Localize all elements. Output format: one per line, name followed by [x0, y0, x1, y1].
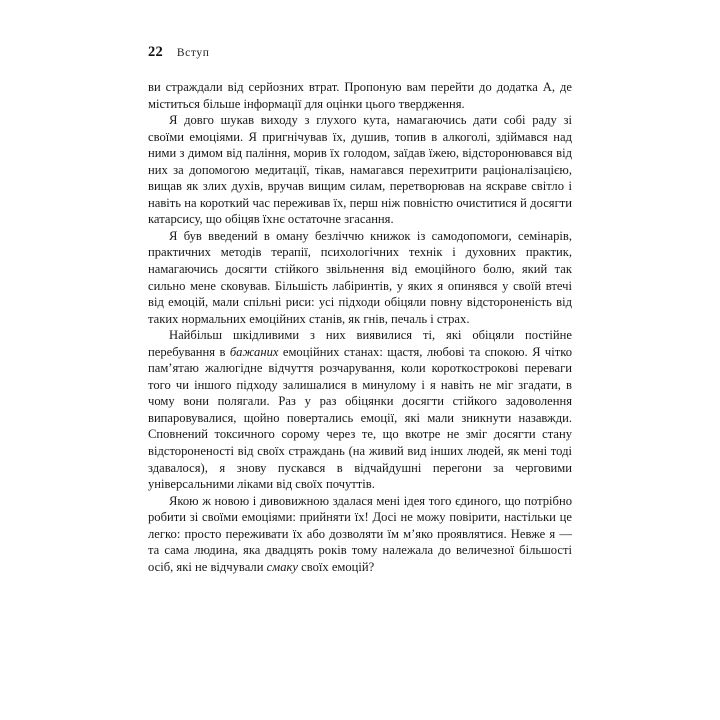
page-number: 22 — [148, 44, 163, 60]
paragraph-1: Я довго шукав виходу з глухого кута, намагаючись дати собі раду зі своїми емоціями. Я пригнічував їх, душив, топив в алкоголі, здіймався над ними з димом від паління, морив їх голодом, заїдав їжею, відсторонювався від них за допомогою медитації, тікав, намагався перехитрити раціоналізацією, вищав як злих духів, вручав вищим силам, перетворював на яскраве світло і навіть на короткий час переживав їх, перш ніж повністю очиститися й досягти катарсису, що обіцяв їхнє остаточне згасання. — [148, 113, 572, 227]
paragraph-0: ви страждали від серйозних втрат. Пропоную вам перейти до додатка А, де міститься більше інформації для оцінки цього твердження. — [148, 80, 572, 111]
paragraph-4: Якою ж новою і дивовижною здалася мені ідея того єдиного, що потрібно робити зі своїми емоціями: прийняти їх! Досі не можу повірити, настільки це легко: просто переживати їх або дозволяти їм м’яко проявлятися. Невже я — та сама людина, яка двадцять років тому належала до величезної більшості осіб, які не відчували смаку своїх емоцій? — [148, 493, 572, 574]
body-text — [148, 79, 572, 575]
page-content — [148, 44, 572, 575]
paragraph-2: Я був введений в оману безліччю книжок із самодопомоги, семінарів, практичних методів терапії, психологічних технік і духовних практик, намагаючись досягти стійкого звільнення від емоційного болю, який так сильно мене сковував. Більшість лабіринтів, у яких я опинявся у своїй втечі від емоцій, мали спільні риси: усі підходи обіцяли повну відстороненість від таких нормальних емоційних станів, як гнів, печаль і страх. — [148, 228, 572, 326]
running-head-title: Вступ — [176, 47, 210, 59]
running-head — [148, 44, 572, 61]
paragraph-3: Найбільш шкідливими з них виявилися ті, які обіцяли постійне перебування в бажаних емоційних станах: щастя, любові та спокою. Я чітко пам’ятаю жалюгідне відчуття розчарування, коли короткострокові переваги того чи іншого підходу залишалися в минулому і я навіть не міг згадати, в чому вони полягали. Раз у раз обіцянки досягти стійкого задоволення випаровувалися, щойно повертались емоції, які мали зникнути назавжди. Сповнений токсичного сорому через те, що вкотре не зміг досягти стану відстороненості від своїх страждань (на живий вид інших людей, як мені тоді здавалося), я знову пускався в відчайдушні перегони за черговими універсальними ліками від своїх почуттів. — [148, 328, 572, 492]
